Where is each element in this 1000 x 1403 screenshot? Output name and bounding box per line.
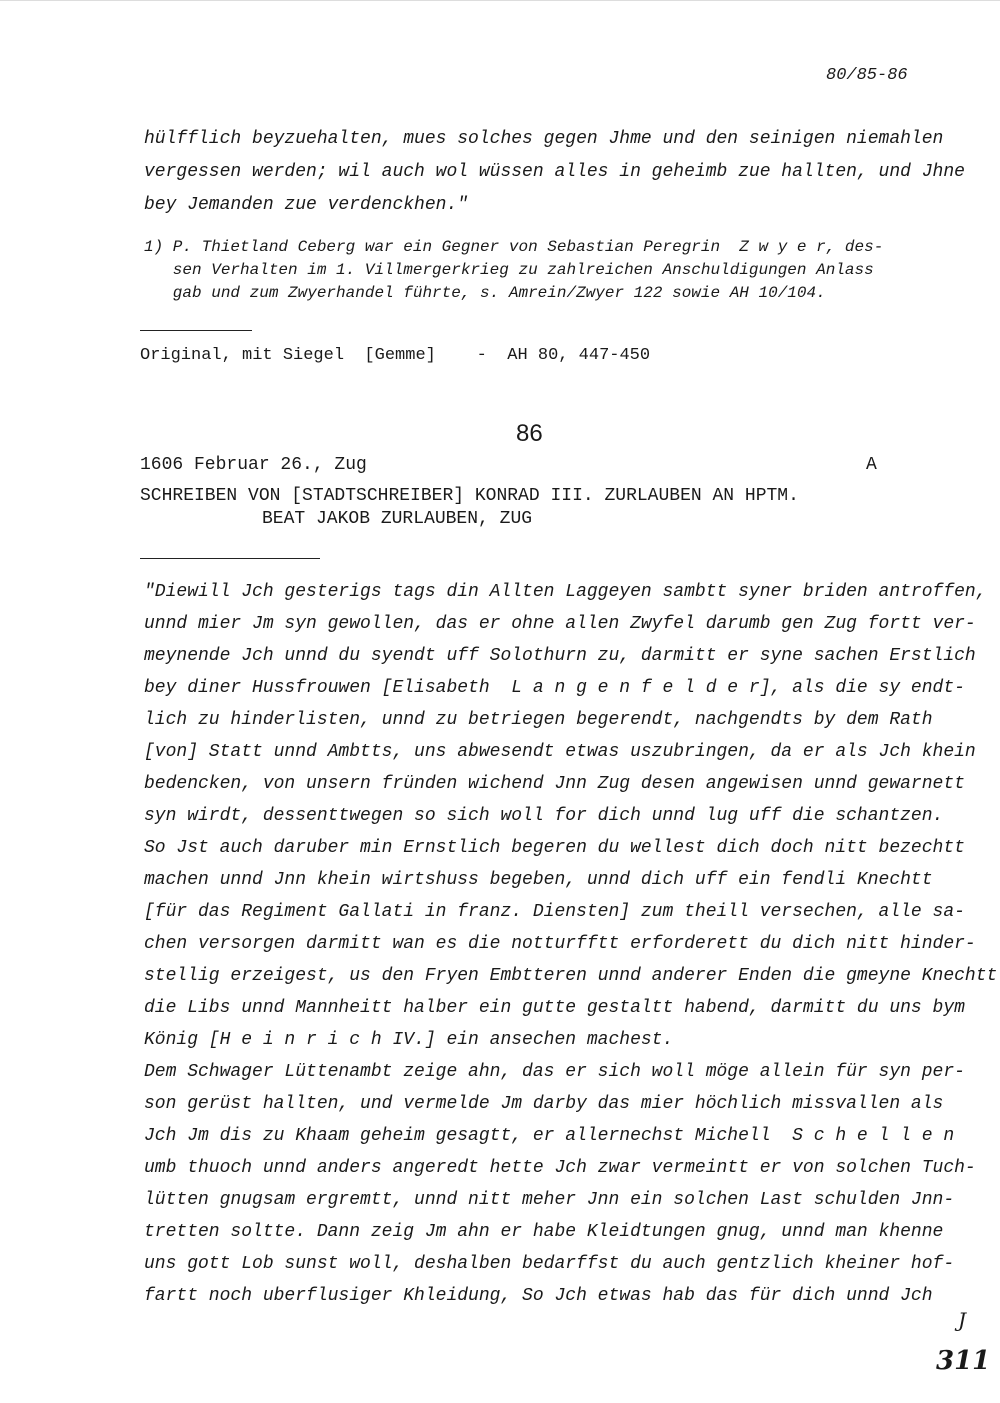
body-line: bey diner Hussfrouwen [Elisabeth L a n g e n f e l d e r], als die sy endt- [144, 678, 965, 698]
footnote-line: sen Verhalten im 1. Villmergerkrieg zu zahlreichen Anschuldigungen Anlass [144, 261, 874, 279]
body-line: [von] Statt unnd Ambtts, uns abwesendt etwas uszubringen, da er als Jch khein [144, 742, 976, 762]
body-line: meynende Jch unnd du syendt uff Solothurn zu, darmitt er syne sachen Erstlich [144, 646, 976, 666]
section-rule-top [140, 330, 252, 331]
body-line: die Libs unnd Mannheitt halber ein gutte gestaltt habend, darmitt du uns bym [144, 998, 965, 1018]
margin-mark: J [958, 1308, 967, 1332]
body-line: son gerüst hallten, und vermelde Jm darby das mier höchlich missvallen als [144, 1094, 944, 1114]
section-rule-heading [140, 558, 320, 559]
source-line: Original, mit Siegel [Gemme] - AH 80, 447-450 [140, 346, 651, 365]
body-line: Dem Schwager Lüttenambt zeige ahn, das er sich woll möge allein für syn per- [144, 1062, 965, 1082]
page-top-edge [0, 0, 1000, 1]
body-line: tretten soltte. Dann zeig Jm ahn er habe Kleidtungen gnug, unnd man khenne [144, 1222, 944, 1242]
footnote-line: 1) P. Thietland Ceberg war ein Gegner von Sebastian Peregrin Z w y e r, des- [144, 238, 884, 256]
body-line: Jch Jm dis zu Khaam geheim gesagtt, er allernechst Michell S c h e l l e n [144, 1126, 955, 1146]
date-line: 1606 Februar 26., Zug [140, 455, 367, 475]
body-line: König [H e i n r i c h IV.] ein ansechen machest. [144, 1030, 674, 1050]
body-line: lich zu hinderlisten, unnd zu betriegen begerendt, nachgendts by dem Rath [144, 710, 933, 730]
document-number: 86 [516, 420, 543, 447]
heading-line: SCHREIBEN VON [STADTSCHREIBER] KONRAD III. ZURLAUBEN AN HPTM. [140, 486, 799, 506]
body-line: bedencken, von unsern fründen wichend Jnn Zug desen angewisen unnd gewarnett [144, 774, 965, 794]
body-line: "Diewill Jch gesterigs tags din Allten Laggeyen sambtt syner briden antroffen, [144, 582, 987, 602]
body-line: [für das Regiment Gallati in franz. Diensten] zum theill versechen, alle sa- [144, 902, 965, 922]
date-marker: A [866, 455, 877, 475]
top-quote-line: bey Jemanden zue verdenckhen." [144, 195, 469, 215]
heading-line: BEAT JAKOB ZURLAUBEN, ZUG [262, 509, 533, 529]
top-quote-line: vergessen werden; wil auch wol wüssen alles in geheimb zue hallten, und Jhne [144, 162, 965, 182]
body-line: stellig erzeigest, us den Fryen Embtteren unnd anderer Enden die gmeyne Knechtt [144, 966, 998, 986]
body-line: syn wirdt, dessenttwegen so sich woll for dich unnd lug uff die schantzen. [144, 806, 944, 826]
page-reference: 80/85-86 [826, 66, 908, 85]
body-line: uns gott Lob sunst woll, deshalben bedarffst du auch gentzlich kheiner hof- [144, 1254, 955, 1274]
body-line: lütten gnugsam ergremtt, unnd nitt meher Jnn ein solchen Last schulden Jnn- [144, 1190, 955, 1210]
body-line: unnd mier Jm syn gewollen, das er ohne allen Zwyfel darumb gen Zug fortt ver- [144, 614, 976, 634]
body-line: fartt noch uberflusiger Khleidung, So Jch etwas hab das für dich unnd Jch [144, 1286, 933, 1306]
folio-number: 311 [936, 1346, 991, 1376]
top-quote-line: hülfflich beyzuehalten, mues solches gegen Jhme und den seinigen niemahlen [144, 129, 944, 149]
body-line: machen unnd Jnn khein wirtshuss begeben, unnd dich uff ein fendli Knechtt [144, 870, 933, 890]
body-line: umb thuoch unnd anders angeredt hette Jch zwar vermeintt er von solchen Tuch- [144, 1158, 976, 1178]
body-line: chen versorgen darmitt wan es die notturfftt erforderett du dich nitt hinder- [144, 934, 976, 954]
footnote-line: gab und zum Zwyerhandel führte, s. Amrein/Zwyer 122 sowie AH 10/104. [144, 284, 826, 302]
body-line: So Jst auch daruber min Ernstlich begeren du wellest dich doch nitt bezechtt [144, 838, 965, 858]
